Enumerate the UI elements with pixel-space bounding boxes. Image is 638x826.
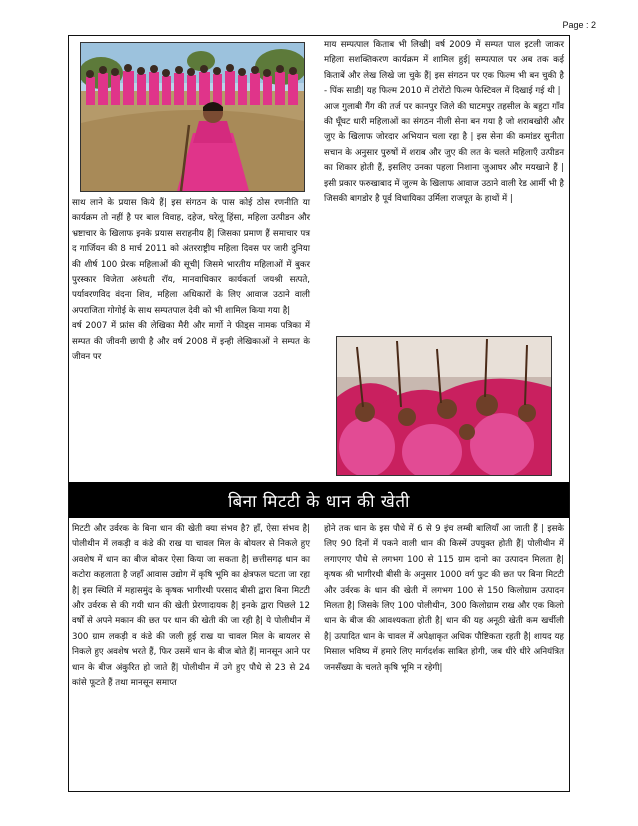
right-bottom-column: [324, 522, 564, 676]
section-heading: बिना मिटटी के धान की खेती: [228, 491, 410, 512]
paragraph: माय सम्पत्पाल किताब भी लिखी| वर्ष 2009 में सम्पत पाल इटली जाकर महिला सशक्तिकरण कार्यक्रम में शामिल हुई| सम्पत्पाल पर अब तक कई किताबें और लेख लिखे जा चुके हैं| इस संगठन पर एक फिल्म भी बन चुकी है - पिंक साडी| यह फिल्म 2010 में टोरोंटो फिल्म फेस्टिवल में दिखाई गई थी |: [324, 40, 564, 97]
left-bottom-column: [72, 522, 310, 691]
left-top-column: [72, 196, 310, 365]
paragraph: मिटटी और उर्वरक के बिना धान की खेती क्या संभव है? हाँ, ऐसा संभव है| पोलीथीन में लकड़ी व कंडे की राख या चावल मिल के बोयलर से निकले हुए अवशेष में धान का बीज बोकर ऐसा किया जा सकता है| छत्तीसगढ़ धान का कटोरा कहलाता है जहाँ आवास उद्योग में कृषि भूमि का क्षेत्रफल घटता जा रहा है| इस स्थिति में महासमुंद के कृषक भागीरथी परसाद बीसी द्वारा बिना मिटटी और उर्वरक से की गयी धान की खेती प्रेरणादायक है| इनके द्वारा पिछले 12 वर्षों से अपने मकान की छत पर धान की खेती की जा रही है| ये पोलीथीन में 300 ग्राम लकड़ी व कंडे की जली हुई राख या चावल मिल के बायलर से निकले हुए अवशेष भरते हैं, फिर उसमें धान के बीज बोते हैं| मानसून आने पर धान के बीज अंकुरित हो जाते हैं| पोलीथीन में उगे हुए पौधे से 23 से 24 कांसे फूटते हैं तथा मानसून समाप्त: [72, 524, 310, 689]
page-number: Page : 2: [562, 20, 596, 30]
section-heading-banner: [69, 482, 569, 518]
paragraph: होने तक धान के इस पौधे में 6 से 9 इंच लम्बी बालियाँ आ जाती हैं | इसके लिए 90 दिनों में पकने वाली धान की किस्में उपयुक्त होती हैं| पोलीथीन में लगाएगए पौधे से लगभग 100 से 115 ग्राम दानो का उत्पादन मिलता है| कृषक श्री भागीरथी बीसी के अनुसार 1000 वर्ग फुट की छत पर बिना मिटटी और उर्वरक के धान की खेती में लगभग 100 से 150 किलोग्राम उत्पादन मिलता है| जिसके लिए 100 पोलीथीन, 300 किलोग्राम राख और एक किलो धान के बीज की आवश्यकता होती है| धान की यह अनूठी खेती कम खर्चीली है| उत्पादित धान के चावल में अपेक्षाकृत अधिक पौष्टिकता रहती है| शायद यह मिसाल भविष्य में हमारे लिए मार्गदर्शक साबित होगी, जब धीरे धीरे अनियंत्रित जनसँख्या के चलते कृषि भूमि न रहेगी|: [324, 524, 564, 673]
paragraph: साथ लाने के प्रयास किये हैं| इस संगठन के पास कोई ठोस रणनीति या कार्यक्रम तो नहीं है पर बाल विवाह, दहेज, घरेलू हिंसा, महिला उत्पीडन और भ्रष्टाचार के खिलाफ इनके प्रयास सराहनीय हैं| जिसका प्रमाण हैं समाचार पत्र द गार्जियन की 8 मार्च 2011 को अंतरराष्ट्रीय महिला दिवस पर जारी दुनिया की शीर्ष 100 प्रेरक महिलाओं की सूची| जिसमे भारतीय महिलाओं में बुकर पुरस्कार विजेता अरुंधती रॉय, मानवाधिकार कार्यकर्ता जयश्री सत्पते, पर्यावरणविद वंदना शिव, महिला अधिकारों के लिए आवाज उठाने वाली अपराजिता गोगोई के साथ सम्पतपाल देवी को भी शामिल किया गया है|: [72, 198, 310, 316]
paragraph: आज गुलाबी गैंग की तर्ज पर कानपुर जिले की घाटमपुर तहसील के बहुटा गाँव की घूँघट धारी महिलाओं का संगठन नीली सेना बन गया है जो शराबखोरी और जुए के खिलाफ जोरदार अभियान चला रहा है | इस सेना की कमांडर सुनीता सचान के अनुसार पुरुषों में शराब और जुए की लत के चलते महिलाएँ उत्पीडन का शिकार होती हैं, इसलिए उनका पहला निशाना जुआघर और मयखाने हैं | इसी प्रकार फरुखाबाद में जुल्म के खिलाफ आवाज उठाने वाली रेड आर्मी भी है जिसकी बागडोर है पूर्व विधायिका उर्मिला राजपूत के हाथों में |: [324, 101, 564, 205]
paragraph: वर्ष 2007 में फ्रांस की लेखिका मैरी और मार्गो ने फीड्स नामक पत्रिका में सम्पत की जीवनी छापी है और वर्ष 2008 में इन्ही लेखिकाओं ने सम्पत के जीवन पर: [72, 321, 310, 363]
right-top-column: [324, 38, 564, 207]
gulabi-gang-leader-photo: [80, 42, 305, 192]
protest-crowd-photo: [336, 336, 552, 476]
